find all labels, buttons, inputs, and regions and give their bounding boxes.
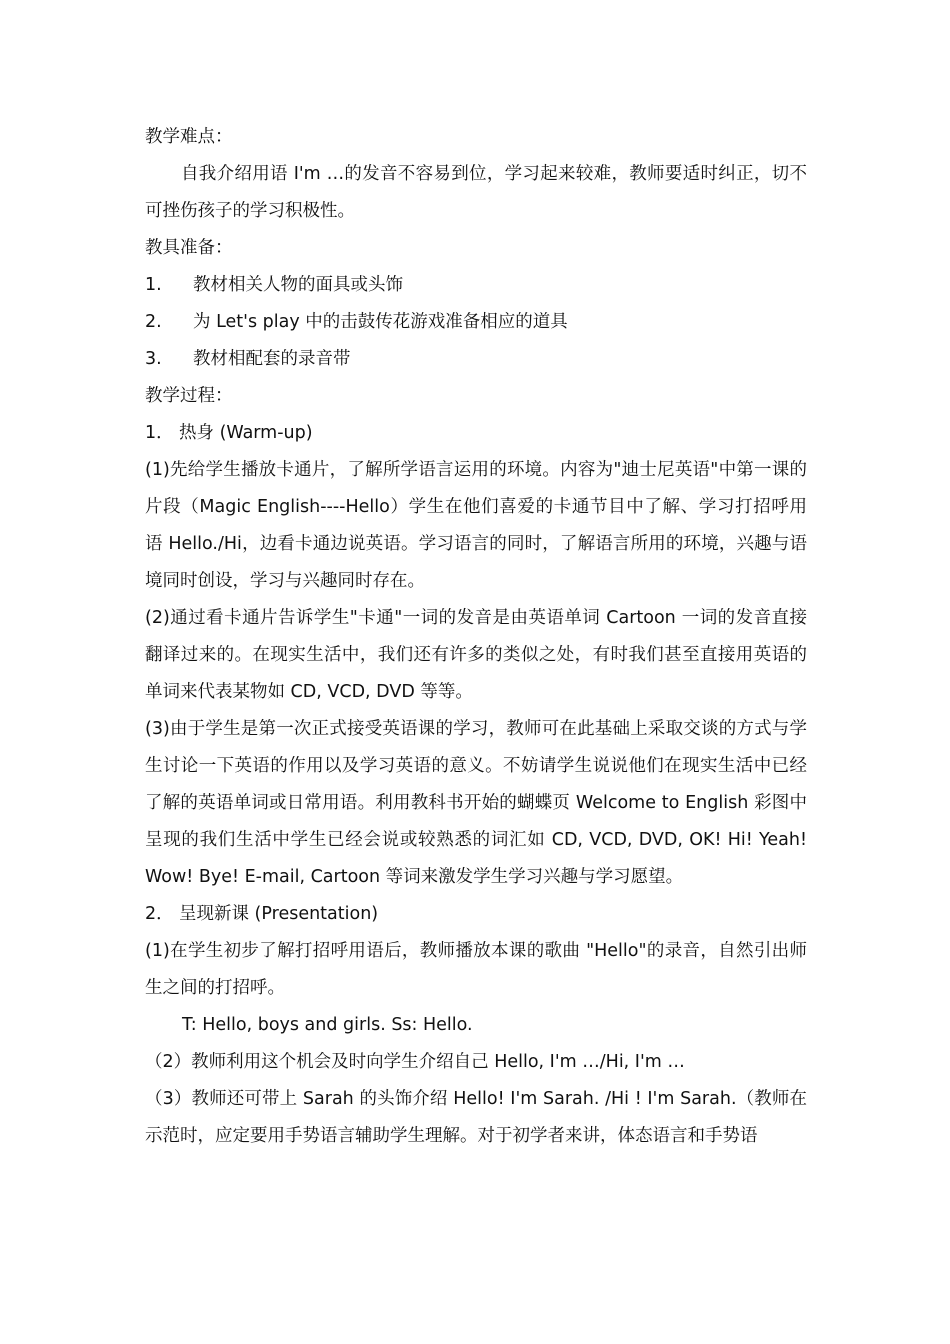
document-body [145,119,807,1155]
step2-paragraph-2: （2）教师利用这个机会及时向学生介绍自己 Hello, I'm …/Hi, I'm … [145,1052,685,1072]
prep-list-item [145,341,807,378]
step1-paragraph-3: (3)由于学生是第一次正式接受英语课的学习，教师可在此基础上采取交谈的方式与学生讨论一下英语的作用以及学习英语的意义。不妨请学生说说他们在现实生活中已经了解的英语单词或日常用语。利用教科书开始的蝴蝶页 Welcome to English 彩图中呈现的我们生活中学生已经会说或较熟悉的词汇如 CD, VCD, DVD, OK! Hi! Yeah! Wow! Bye! E-mail, Cartoon 等词来激发学生学习兴趣与学习愿望。 [145,719,807,887]
step2-paragraph-3: （3）教师还可带上 Sarah 的头饰介绍 Hello! I'm Sarah. /Hi ! I'm Sarah.（教师在示范时，应定要用手势语言辅助学生理解。对于初学者来讲，体态语言和手势语 [145,1089,807,1146]
prep-item-text: 教材相关人物的面具或头饰 [193,275,403,295]
step-number: 1． [145,423,174,443]
step1-paragraph-1: (1)先给学生播放卡通片，了解所学语言运用的环境。内容为"迪士尼英语"中第一课的片段（Magic English----Hello）学生在他们喜爱的卡通节目中了解、学习打招呼用语 Hello./Hi，边看卡通边说英语。学习语言的同时，了解语言所用的环境，兴趣与语境同时创设，学习与兴趣同时存在。 [145,460,807,591]
prep-item-number: 1. [145,275,162,295]
step2-paragraph-1: (1)在学生初步了解打招呼用语后，教师播放本课的歌曲 "Hello"的录音，自然引出师生之间的打招呼。 [145,941,807,998]
prep-item-number: 2. [145,312,162,332]
step-title: 热身 (Warm-up) [179,423,313,443]
prep-item-number: 3. [145,349,162,369]
difficulty-heading: 教学难点： [145,127,233,147]
difficulty-paragraph: 自我介绍用语 I'm …的发音不容易到位，学习起来较难，教师要适时纠正，切不可挫伤孩子的学习积极性。 [145,164,807,221]
step2-dialog-line: T: Hello, boys and girls. Ss: Hello. [182,1015,473,1035]
prep-item-text: 为 Let's play 中的击鼓传花游戏准备相应的道具 [193,312,568,332]
prep-list-item [145,304,807,341]
step1-paragraph-2: (2)通过看卡通片告诉学生"卡通"一词的发音是由英语单词 Cartoon 一词的发音直接翻译过来的。在现实生活中，我们还有许多的类似之处，有时我们甚至直接用英语的单词来代表某物如 CD, VCD, DVD 等等。 [145,608,807,702]
step-number: 2． [145,904,174,924]
step-title: 呈现新课 (Presentation) [179,904,379,924]
step-heading [145,415,807,452]
prep-item-text: 教材相配套的录音带 [193,349,351,369]
process-heading: 教学过程： [145,386,233,406]
step-heading [145,896,807,933]
prep-list-item [145,267,807,304]
prep-heading: 教具准备： [145,238,233,258]
